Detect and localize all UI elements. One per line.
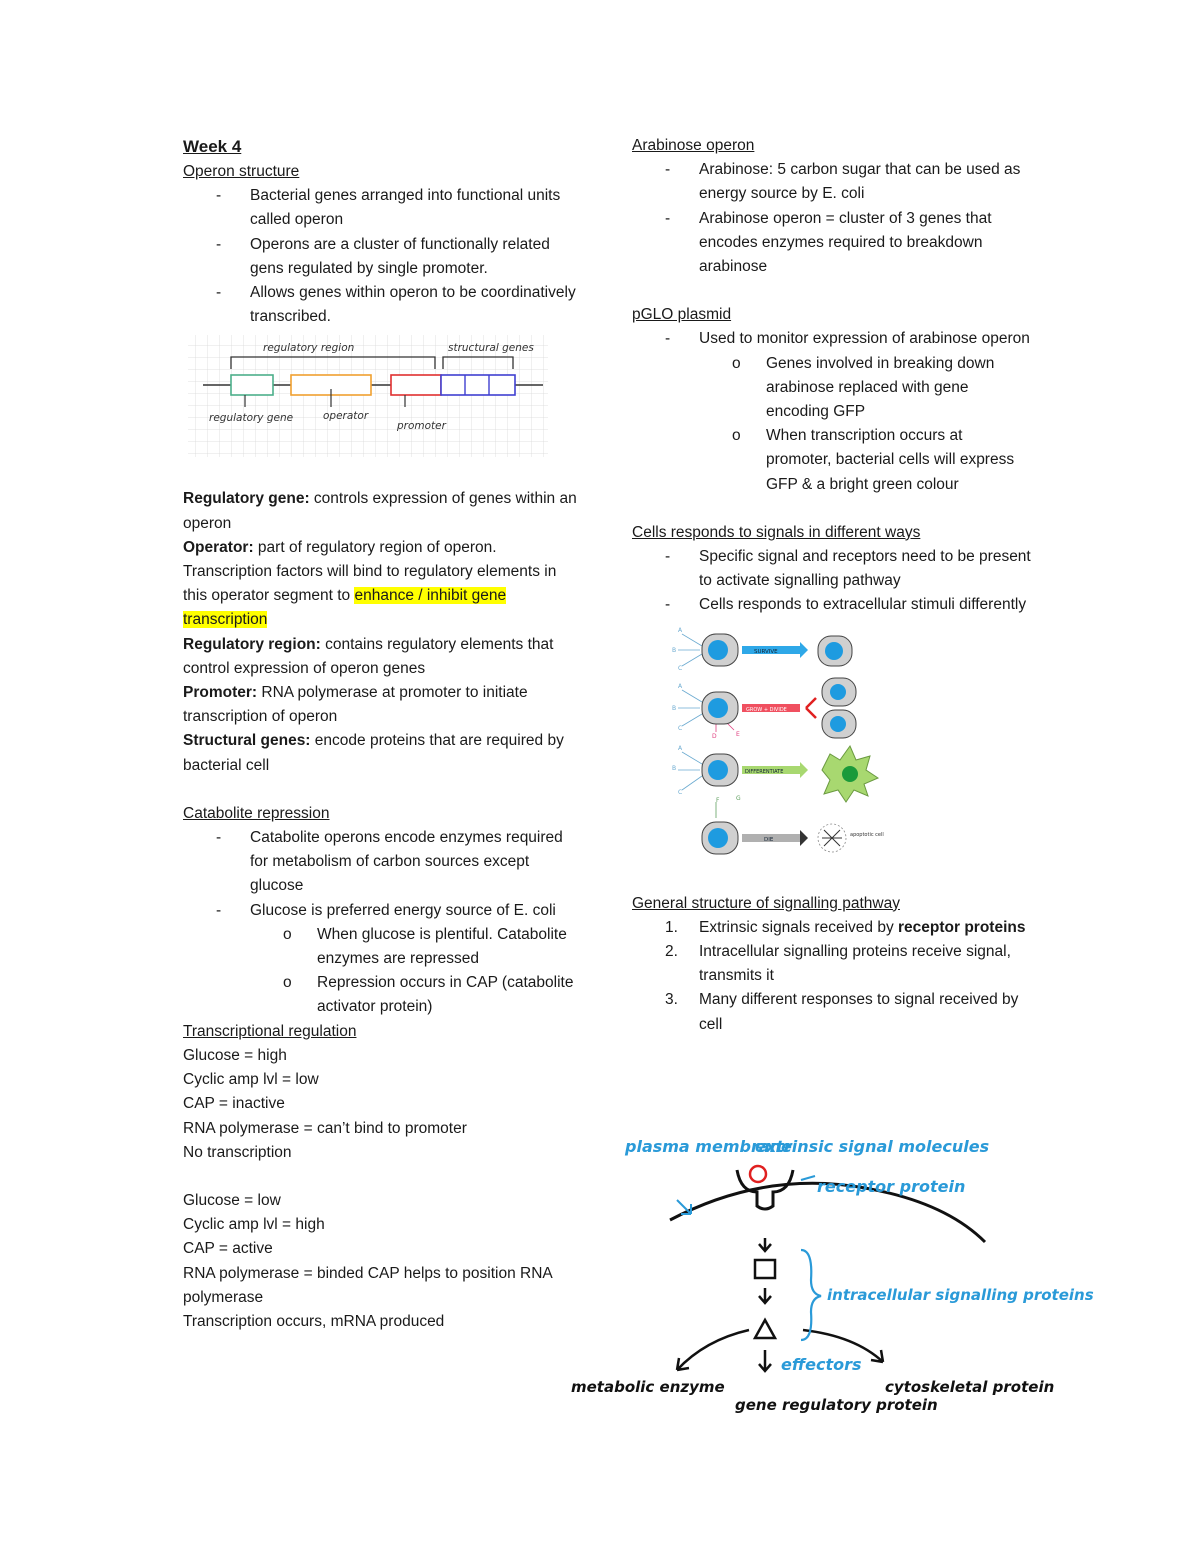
label-metabolic: metabolic enzyme bbox=[571, 1378, 725, 1396]
catabolite-heading: Catabolite repression bbox=[183, 804, 330, 822]
definitions bbox=[183, 487, 583, 777]
response-label: SURVIVE bbox=[754, 648, 778, 655]
list-item: 2. Intracellular signalling proteins receive signal, transmits it bbox=[665, 943, 1011, 985]
list-item: - Arabinose operon = cluster of 3 genes that encodes enzymes required to breakdown arabinose bbox=[632, 207, 1032, 280]
line: Cyclic amp lvl = high bbox=[183, 1216, 325, 1234]
label-promoter: promoter bbox=[397, 420, 446, 433]
list-item: - Glucose is preferred energy source of E. coli o When glucose is plentiful. Catabolite enzymes are repressed o Repression occurs in CAP (catabolite activator protein) bbox=[183, 899, 583, 1020]
label-operator: operator bbox=[323, 410, 369, 423]
cells-list bbox=[632, 545, 1032, 618]
operon-diagram bbox=[183, 333, 553, 463]
line: Transcription occurs, mRNA produced bbox=[183, 1312, 445, 1330]
svg-text:G: G bbox=[736, 794, 741, 802]
definition-operator: Operator: part of regulatory region of operon. Transcription factors will bind to regulatory elements in this operator segment to enhance / inhibit gene transcription bbox=[183, 538, 557, 629]
label-plasma-membrane: plasma membrane bbox=[625, 1137, 792, 1156]
response-label: GROW + DIVIDE bbox=[746, 706, 787, 713]
label-effectors: effectors bbox=[781, 1355, 862, 1374]
list-item: - Operons are a cluster of functionally related gens regulated by single promoter. bbox=[183, 233, 583, 281]
list-item: - Bacterial genes arranged into functional units called operon bbox=[183, 184, 583, 232]
label-gene-regulatory: gene regulatory protein bbox=[735, 1396, 938, 1414]
svg-text:F: F bbox=[716, 796, 720, 804]
list-item: - Catabolite operons encode enzymes required for metabolism of carbon sources except glucose bbox=[183, 826, 583, 899]
svg-text:A: A bbox=[678, 744, 683, 752]
general-structure-list bbox=[632, 916, 1032, 1037]
list-item: 1. Extrinsic signals received by receptor proteins bbox=[665, 918, 1026, 936]
definition-regulatory-gene: Regulatory gene: controls expression of genes within an operon bbox=[183, 490, 577, 532]
list-item: - Arabinose: 5 carbon sugar that can be used as energy source by E. coli bbox=[632, 158, 1032, 206]
highlight: enhance / inhibit gene transcription bbox=[183, 587, 507, 629]
line: CAP = active bbox=[183, 1240, 273, 1258]
list-item: o When glucose is plentiful. Catabolite enzymes are repressed bbox=[250, 923, 583, 971]
svg-text:D: D bbox=[712, 732, 717, 740]
arabinose-heading: Arabinose operon bbox=[632, 137, 755, 154]
line: No transcription bbox=[183, 1143, 292, 1161]
list-item: o Repression occurs in CAP (catabolite activator protein) bbox=[250, 971, 583, 1019]
line: Cyclic amp lvl = low bbox=[183, 1071, 319, 1089]
apoptotic-label: apoptotic cell bbox=[850, 831, 884, 838]
left-column bbox=[183, 134, 583, 1334]
line: RNA polymerase = can’t bind to promoter bbox=[183, 1119, 467, 1137]
row-survive bbox=[672, 627, 852, 672]
operon-structure-list bbox=[183, 184, 583, 329]
definition-promoter: Promoter: RNA polymerase at promoter to initiate transcription of operon bbox=[183, 684, 528, 726]
label-structural-genes: structural genes bbox=[448, 342, 534, 355]
arabinose-list bbox=[632, 158, 1032, 279]
response-label: DIFFERENTIATE bbox=[745, 768, 784, 775]
svg-text:A: A bbox=[678, 626, 683, 634]
list-item: - Used to monitor expression of arabinose operon o Genes involved in breaking down arabinose replaced with gene encoding GFP o When transcription occurs at promoter, bacterial cells will express GFP & a bright green colour bbox=[632, 327, 1032, 496]
row-grow-divide bbox=[672, 678, 856, 740]
line: CAP = inactive bbox=[183, 1095, 285, 1113]
label-cytoskeletal: cytoskeletal protein bbox=[885, 1378, 1055, 1396]
row-differentiate bbox=[672, 745, 878, 804]
label-extrinsic: extrinsic signal molecules bbox=[755, 1137, 990, 1156]
list-item: - Specific signal and receptors need to be present to activate signalling pathway bbox=[632, 545, 1032, 593]
right-column bbox=[632, 134, 1032, 1037]
list-item: 3. Many different responses to signal received by cell bbox=[665, 991, 1019, 1033]
operon-structure-heading: Operon structure bbox=[183, 163, 300, 180]
list-item: o When transcription occurs at promoter, bacterial cells will express GFP & a bright green colour bbox=[699, 424, 1032, 497]
svg-text:E: E bbox=[736, 730, 740, 738]
cells-heading: Cells responds to signals in different ways bbox=[632, 523, 921, 541]
pglo-list bbox=[632, 327, 1032, 496]
svg-text:B: B bbox=[672, 646, 677, 654]
svg-text:C: C bbox=[678, 788, 683, 796]
pathway-sketch bbox=[565, 1130, 1094, 1450]
line: Glucose = high bbox=[183, 1046, 287, 1064]
general-structure-heading: General structure of signalling pathway bbox=[632, 894, 900, 912]
week-title: Week 4 bbox=[183, 137, 242, 156]
glucose-low-block bbox=[183, 1189, 583, 1334]
label-regulatory-region: regulatory region bbox=[263, 342, 355, 355]
label-receptor: receptor protein bbox=[817, 1177, 966, 1196]
catabolite-list bbox=[183, 826, 583, 1020]
definition-structural-genes: Structural genes: encode proteins that are required by bacterial cell bbox=[183, 732, 564, 774]
signal-response-figure bbox=[672, 622, 972, 872]
response-label: DIE bbox=[764, 836, 774, 843]
svg-text:C: C bbox=[678, 664, 683, 672]
list-item: o Genes involved in breaking down arabinose replaced with gene encoding GFP bbox=[699, 352, 1032, 425]
list-item: - Cells responds to extracellular stimuli differently bbox=[632, 593, 1032, 617]
row-die bbox=[702, 802, 884, 854]
pglo-heading: pGLO plasmid bbox=[632, 306, 732, 324]
list-item: - Allows genes within operon to be coordinatively transcribed. bbox=[183, 281, 583, 329]
svg-text:C: C bbox=[678, 724, 683, 732]
line: RNA polymerase = binded CAP helps to position RNA polymerase bbox=[183, 1264, 552, 1306]
label-intracellular: intracellular signalling proteins bbox=[827, 1286, 1094, 1304]
line: Glucose = low bbox=[183, 1191, 281, 1209]
definition-regulatory-region: Regulatory region: contains regulatory elements that control expression of operon genes bbox=[183, 635, 554, 677]
label-regulatory-gene: regulatory gene bbox=[209, 412, 294, 425]
svg-text:A: A bbox=[678, 682, 683, 690]
svg-text:B: B bbox=[672, 764, 677, 772]
transcriptional-heading: Transcriptional regulation bbox=[183, 1022, 357, 1040]
glucose-high-block bbox=[183, 1044, 583, 1165]
svg-text:B: B bbox=[672, 704, 677, 712]
